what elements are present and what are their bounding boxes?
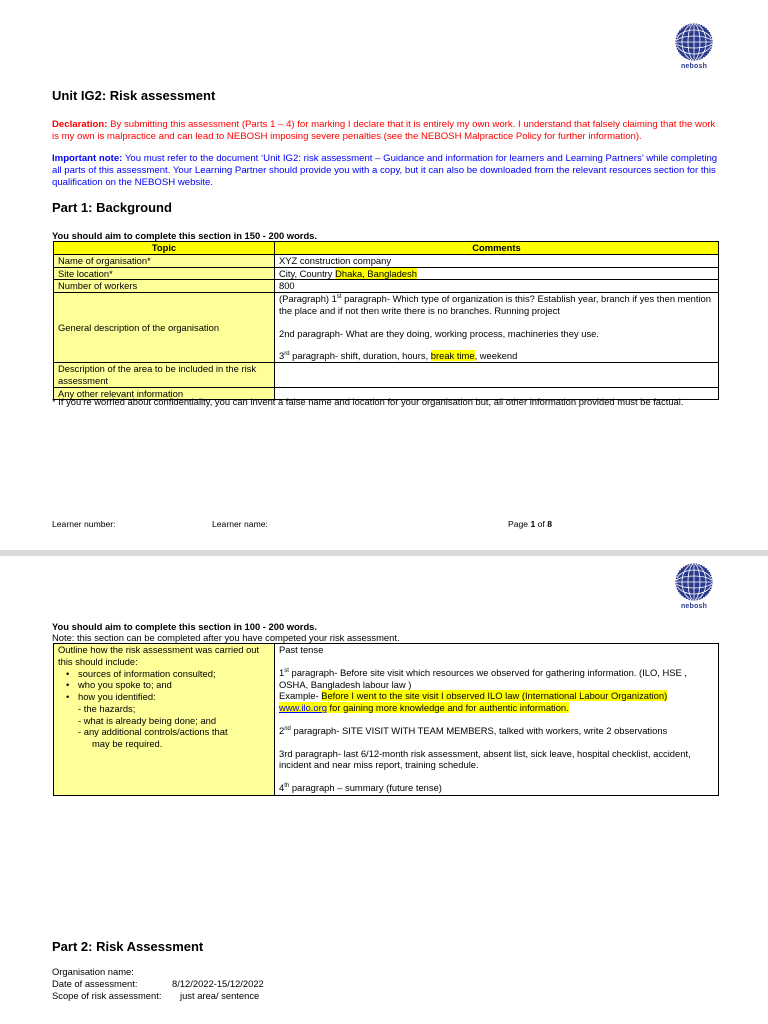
outline-sub-hazards: - the hazards;: [78, 702, 136, 714]
outline-item-who: • who you spoke to; and: [78, 679, 270, 691]
date-label: Date of assessment:: [52, 978, 138, 989]
logo-text: nebosh: [680, 63, 708, 70]
part2-title: Part 2: Risk Assessment: [52, 939, 204, 954]
page-2: [0, 556, 768, 1024]
general-paragraph-1: (Paragraph) 1st paragraph- Which type of organization is this? Establish year, branch if yes then mention the place and if not then write there is no branches. Running project: [279, 293, 711, 316]
nebosh-logo: [671, 22, 717, 72]
comments-header: Comments: [275, 242, 719, 255]
important-note: [52, 153, 724, 189]
learner-name-label: Learner name:: [212, 519, 268, 529]
comment-org-name[interactable]: XYZ construction company: [275, 254, 719, 267]
part1-instruction: You should aim to complete this section in 150 - 200 words.: [52, 230, 317, 241]
outline-list: [58, 668, 270, 750]
response-paragraph-4: 4th paragraph – summary (future tense): [279, 782, 442, 793]
site-location-highlight: Dhaka, Bangladesh: [335, 267, 417, 279]
important-text: You must refer to the document ‘Unit IG2: risk assessment – Guidance and information for learners and Learning Partners’ while completing all parts of this assessment. Your Learning Partner should provide you with a copy, but it can also be downloaded from the relevant resources section for this qualification on the NEBOSH website.: [52, 153, 718, 188]
globe-icon: [674, 562, 714, 602]
response-paragraph-2: 2nd paragraph- SITE VISIT WITH TEAM MEMBERS, talked with workers, write 2 observations: [279, 724, 668, 736]
comment-general-description[interactable]: [275, 293, 719, 363]
outline-cell: [54, 644, 275, 796]
response-cell[interactable]: [275, 644, 719, 796]
outline-sub-done: - what is already being done; and: [78, 714, 217, 726]
ilo-link[interactable]: www.ilo.org: [279, 702, 327, 713]
outline-item-sources: • sources of information consulted;: [78, 668, 270, 680]
important-label: Important note:: [52, 153, 123, 164]
learner-number-label: Learner number:: [52, 519, 116, 529]
response-tense: Past tense: [279, 644, 324, 655]
site-location-text: City, Country: [279, 267, 336, 279]
topic-area-description: Description of the area to be included in the risk assessment: [54, 363, 275, 388]
general-paragraph-2: 2nd paragraph- What are they doing, working process, machineries they use.: [279, 327, 599, 339]
topic-other-info: Any other relevant information: [54, 387, 275, 400]
comment-workers[interactable]: 800: [275, 280, 719, 293]
page-number: Page 1 of 8: [508, 519, 552, 529]
scope-value: just area/ sentence: [180, 990, 260, 1001]
outline-item-how: • how you identified:: [78, 691, 270, 703]
general-paragraph-3: 3rd paragraph- shift, duration, hours, break time, weekend: [279, 350, 518, 362]
logo-text: nebosh: [680, 603, 708, 610]
scope-label: Scope of risk assessment:: [52, 990, 162, 1001]
response-paragraph-1: 1st paragraph- Before site visit which resources we observed for gathering information. (ILO, HSE , OSHA, Bangladesh labour law ): [279, 666, 687, 690]
comment-site-location[interactable]: [275, 267, 719, 280]
outline-intro: Outline how the risk assessment was carried out this should include:: [58, 644, 260, 667]
date-value: 8/12/2022-15/12/2022: [172, 978, 264, 989]
part1-title: Part 1: Background: [52, 200, 172, 215]
declaration: [52, 119, 724, 143]
declaration-label: Declaration:: [52, 119, 108, 130]
outline-sub-controls: - any additional controls/actions that: [78, 726, 228, 738]
page2-instruction: You should aim to complete this section in 100 - 200 words.: [52, 621, 317, 632]
topic-header: Topic: [54, 242, 275, 255]
response-paragraph-3: 3rd paragraph- last 6/12-month risk assessment, absent list, sick leave, hospital checklist, accident, incident and near miss report, training schedule.: [279, 747, 691, 771]
topic-workers: Number of workers: [54, 280, 275, 293]
confidentiality-footnote: * If you’re worried about confidentiality, you can invent a false name and location for your organisation but, all other information provided must be factual.: [52, 396, 684, 407]
nebosh-logo-page2: [671, 562, 717, 612]
comment-area-description[interactable]: [275, 363, 719, 388]
topic-site-location: Site location*: [54, 267, 275, 280]
background-table: [53, 241, 719, 400]
unit-title: Unit IG2: Risk assessment: [52, 88, 216, 103]
globe-icon: [674, 22, 714, 62]
method-table: [53, 643, 719, 796]
response-example: Example- Before I went to the site visit I observed ILO law (International Labour Organization) www.ilo.org for gaining more knowledge and for authentic information.: [279, 690, 668, 713]
org-name-label: Organisation name:: [52, 966, 134, 977]
topic-org-name: Name of organisation*: [54, 254, 275, 267]
outline-sub-required: may be required.: [92, 738, 163, 749]
topic-general-description: General description of the organisation: [54, 293, 275, 363]
page2-note: Note: this section can be completed after you have competed your risk assessment.: [52, 632, 400, 643]
declaration-text: By submitting this assessment (Parts 1 – 4) for marking I declare that it is entirely my own work. I understand that falsely claiming that the work is my own is malpractice and can lead to NEBOSH imposing severe penalties (see the NEBOSH Malpractice Policy for further information).: [52, 119, 716, 142]
